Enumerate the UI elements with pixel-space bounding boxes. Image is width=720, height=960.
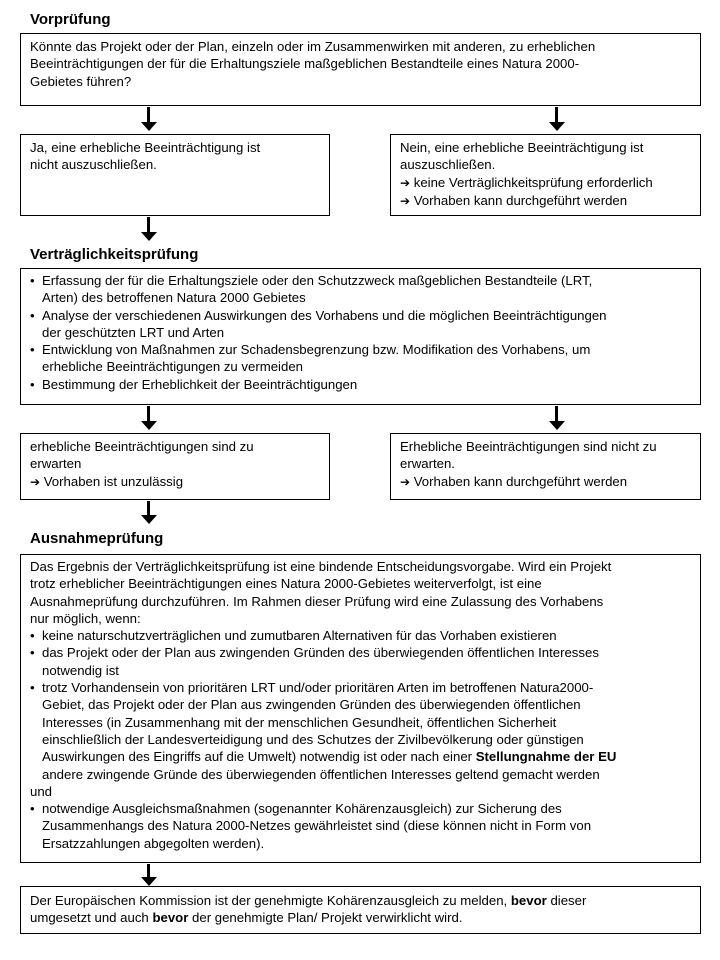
text-line: [400, 192, 693, 210]
text-line: Gebietes führen?: [30, 73, 132, 89]
heading-ausnahmepruefung: Ausnahmeprüfung: [30, 530, 164, 547]
text-line: erwarten.: [400, 456, 455, 472]
emphasis-text: bevor: [510, 893, 547, 908]
down-arrow-icon: [141, 501, 157, 524]
box-vertraeglichkeit-negative: [20, 433, 330, 500]
list-item: • trotz Vorhandensein von prioritären LRT und/oder prioritären Arten im betroffenen Natura2000- Gebiet, das Projekt oder der Plan aus zwingenden Gründen des überwiegenden öffentlichen Interesses (in Zusammenhang mit der menschlichen Gesundheit, öffentlichen Sicherheit einschließlich der Landesverteidigung und des Schutzes der Zivilbevölkerung oder günstigen Auswirkungen des Eingriffs auf die Umwelt) notwendig ist oder nach einer Stellungnahme der EU andere zwingende Gründe des überwiegenden öffentlichen Interesses geltend gemacht werden: [30, 679, 693, 783]
right-arrow-icon: ➔: [400, 175, 411, 190]
down-arrow-icon: [141, 864, 157, 886]
list-item: • Analyse der verschiedenen Auswirkungen des Vorhabens und die möglichen Beeinträchtigungen der geschützten LRT und Arten: [30, 307, 693, 342]
text-line: nur möglich, wenn:: [30, 610, 141, 626]
right-arrow-icon: ➔: [30, 474, 41, 489]
box-final-note: [20, 886, 701, 934]
box-vertraeglichkeit-steps: [20, 268, 701, 405]
result-text: Vorhaben kann durchgeführt werden: [413, 473, 628, 489]
text-line: auszuschließen.: [400, 157, 496, 173]
text-line: Der Europäischen Kommission ist der genehmigte Kohärenzausgleich zu melden, bevor dieser: [30, 893, 587, 908]
text-line: [400, 473, 693, 491]
text-line: erwarten: [30, 456, 82, 472]
text-line: [400, 174, 693, 192]
text-line: Ausnahmeprüfung durchzuführen. Im Rahmen dieser Prüfung wird eine Zulassung des Vorhabens: [30, 593, 604, 609]
text-line: Erhebliche Beeinträchtigungen sind nicht zu: [400, 439, 657, 454]
emphasis-text: Stellungnahme der EU: [475, 749, 617, 765]
down-arrow-icon: [549, 406, 565, 430]
right-arrow-icon: ➔: [400, 193, 411, 208]
text-line: Das Ergebnis der Verträglichkeitsprüfung ist eine bindende Entscheidungsvorgabe. Wird ein Projekt: [30, 559, 612, 574]
result-text: Vorhaben ist unzulässig: [43, 473, 184, 489]
box-vorpruefung-yes: [20, 134, 330, 216]
text-line: nicht auszuschließen.: [30, 157, 157, 173]
result-text: Vorhaben kann durchgeführt werden: [413, 192, 628, 208]
text-line: [30, 473, 322, 491]
down-arrow-icon: [141, 406, 157, 430]
box-ausnahme: [20, 554, 701, 863]
down-arrow-icon: [549, 107, 565, 131]
text-line: Ja, eine erhebliche Beeinträchtigung ist: [30, 140, 261, 155]
emphasis-text: bevor: [152, 910, 189, 926]
list-item: • Entwicklung von Maßnahmen zur Schadensbegrenzung bzw. Modifikation des Vorhabens, um erhebliche Beeinträchtigungen zu vermeiden: [30, 341, 693, 376]
text-line: erhebliche Beeinträchtigungen sind zu: [30, 439, 254, 454]
text-line: Könnte das Projekt oder der Plan, einzeln oder im Zusammenwirken mit anderen, zu erheblichen: [30, 39, 596, 54]
text-line: und: [30, 783, 53, 799]
list-item: • notwendige Ausgleichsmaßnahmen (sogenannter Kohärenzausgleich) zur Sicherung des Zusammenhangs des Natura 2000-Netzes gewährleistet sind (diese können nicht in Form von Ersatzzahlungen abgegolten werden).: [30, 800, 693, 852]
down-arrow-icon: [141, 107, 157, 131]
text-line: Nein, eine erhebliche Beeinträchtigung ist: [400, 140, 644, 155]
right-arrow-icon: ➔: [400, 474, 411, 489]
heading-vorpruefung: Vorprüfung: [30, 11, 111, 28]
box-vorpruefung-no: [390, 134, 701, 216]
heading-vertraeglichkeitspruefung: Verträglichkeitsprüfung: [30, 246, 199, 263]
result-text: keine Verträglichkeitsprüfung erforderlich: [413, 174, 653, 190]
list-item: • Bestimmung der Erheblichkeit der Beeinträchtigungen: [30, 376, 693, 393]
down-arrow-icon: [141, 217, 157, 241]
text-line: Beeinträchtigungen der für die Erhaltungsziele maßgeblichen Bestandteile eines Natura 2000-: [30, 56, 580, 72]
list-item: • das Projekt oder der Plan aus zwingenden Gründen des überwiegenden öffentlichen Interesses notwendig ist: [30, 644, 693, 679]
box-vertraeglichkeit-positive: [390, 433, 701, 500]
box-vorpruefung-question: [20, 33, 701, 106]
list-item: • keine naturschutzverträglichen und zumutbaren Alternativen für das Vorhaben existieren: [30, 627, 693, 644]
text-line: umgesetzt und auch bevor der genehmigte Plan/ Projekt verwirklicht wird.: [30, 910, 463, 926]
text-line: trotz erheblicher Beeinträchtigungen eines Natura 2000-Gebietes weiterverfolgt, ist eine: [30, 576, 542, 592]
list-item: • Erfassung der für die Erhaltungsziele oder den Schutzzweck maßgeblichen Bestandteile (LRT, Arten) des betroffenen Natura 2000 Gebietes: [30, 272, 693, 307]
